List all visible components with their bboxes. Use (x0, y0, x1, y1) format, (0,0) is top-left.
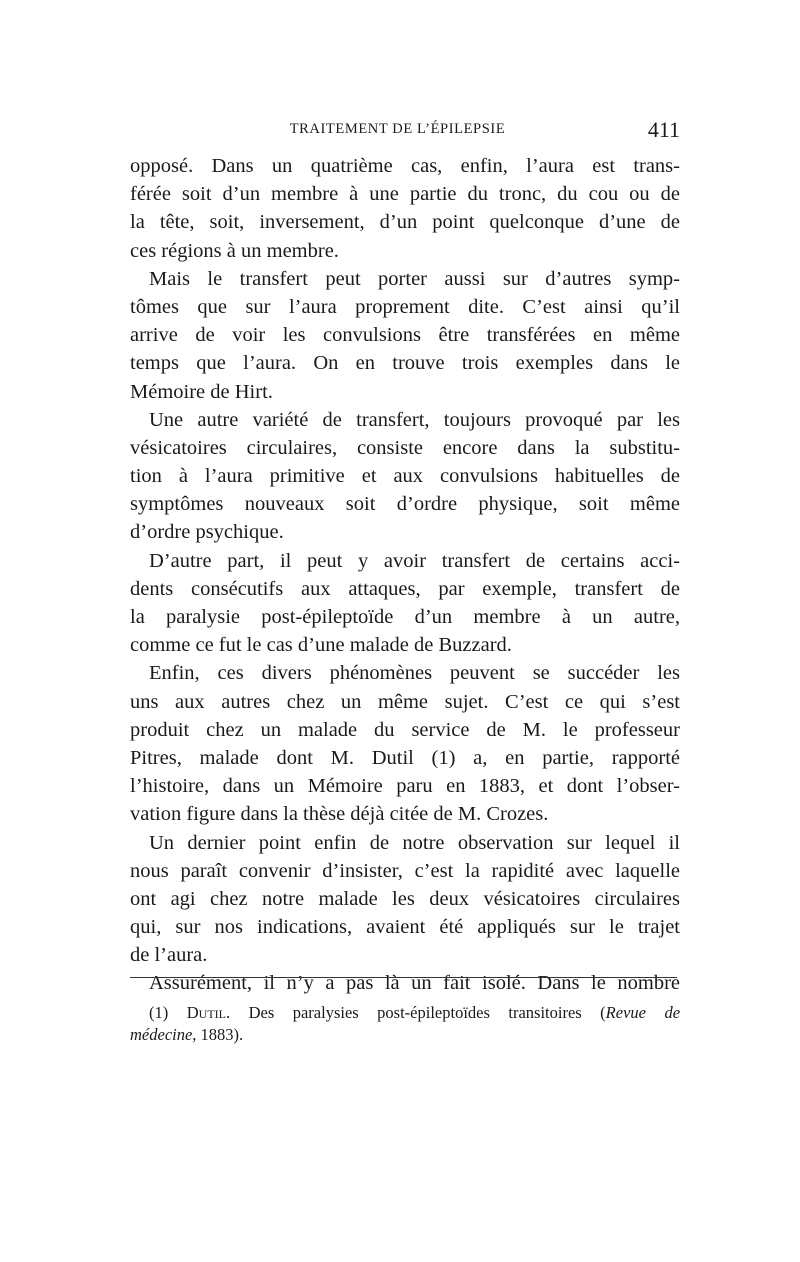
running-title: TRAITEMENT DE L’ÉPILEPSIE (289, 121, 506, 137)
text-line: la tête, soit, inversement, d’un point quelconque d’une de (130, 211, 680, 234)
text-line: d’ordre psychique. (130, 521, 284, 544)
footnote-author: Dutil. (186, 1003, 231, 1022)
text-line: vésicatoires circulaires, consiste encore dans la substitu- (130, 436, 680, 459)
text-line: Assurément, il n’y a pas là un fait isolé. Dans le nombre (149, 972, 680, 995)
text-line: ces régions à un membre. (130, 239, 339, 262)
text-line: vation figure dans la thèse déjà citée de M. Crozes. (130, 803, 549, 826)
text-line: férée soit d’un membre à une partie du tronc, du cou ou de (130, 183, 680, 206)
footnote-line (130, 1024, 680, 1046)
text-line: arrive de voir les convulsions être transférées en même (130, 324, 680, 347)
body-text (130, 152, 680, 998)
text-line: la paralysie post-épileptoïde d’un membre à un autre, (130, 606, 680, 628)
footnote-text-end: , 1883). (192, 1025, 244, 1044)
footnote (130, 1002, 680, 1046)
text-line: produit chez un malade du service de M. le professeur (130, 718, 680, 741)
text-line: Un dernier point enfin de notre observation sur lequel il (149, 831, 680, 854)
text-line: qui, sur nos indications, avaient été appliqués sur le trajet (130, 916, 680, 939)
text-line: symptômes nouveaux soit d’ordre physique, soit même (130, 493, 680, 516)
running-head (130, 117, 680, 143)
text-line: tion à l’aura primitive et aux convulsions habituelles de (130, 465, 680, 488)
text-line: Mais le transfert peut porter aussi sur d’autres symp- (149, 267, 680, 290)
text-line: Pitres, malade dont M. Dutil (1) a, en partie, rapporté (130, 746, 680, 769)
text-line: temps que l’aura. On en trouve trois exemples dans le (130, 352, 680, 375)
page-number: 411 (647, 117, 680, 142)
text-line: Une autre variété de transfert, toujours provoqué par les (149, 408, 680, 431)
footnote-journal-cont: médecine (130, 1025, 193, 1044)
footnote-divider (130, 977, 677, 978)
text-line: uns aux autres chez un même sujet. C’est ce qui s’est (130, 690, 680, 713)
footnote-marker: (1) (149, 1003, 169, 1022)
text-line: dents consécutifs aux attaques, par exemple, transfert de (130, 577, 680, 600)
text-line: D’autre part, il peut y avoir transfert de certains acci- (149, 549, 680, 572)
footnote-line (130, 1002, 680, 1024)
text-line: comme ce fut le cas d’une malade de Buzzard. (130, 634, 512, 657)
text-line: l’histoire, dans un Mémoire paru en 1883, et dont l’obser- (130, 775, 680, 798)
text-line: ont agi chez notre malade les deux vésicatoires circulaires (130, 887, 680, 910)
footnote-journal: Revue de (605, 1003, 681, 1022)
text-line: Enfin, ces divers phénomènes peuvent se succéder les (149, 662, 680, 685)
text-line: tômes que sur l’aura proprement dite. C’est ainsi qu’il (130, 295, 680, 318)
text-line: nous paraît convenir d’insister, c’est la rapidité avec laquelle (130, 859, 680, 882)
text-line: de l’aura. (130, 944, 208, 967)
text-line: Mémoire de Hirt. (130, 380, 273, 403)
footnote-text: Des paralysies post-épileptoïdes transitoires ( (248, 1003, 606, 1022)
text-line: opposé. Dans un quatrième cas, enfin, l’aura est trans- (130, 155, 680, 177)
